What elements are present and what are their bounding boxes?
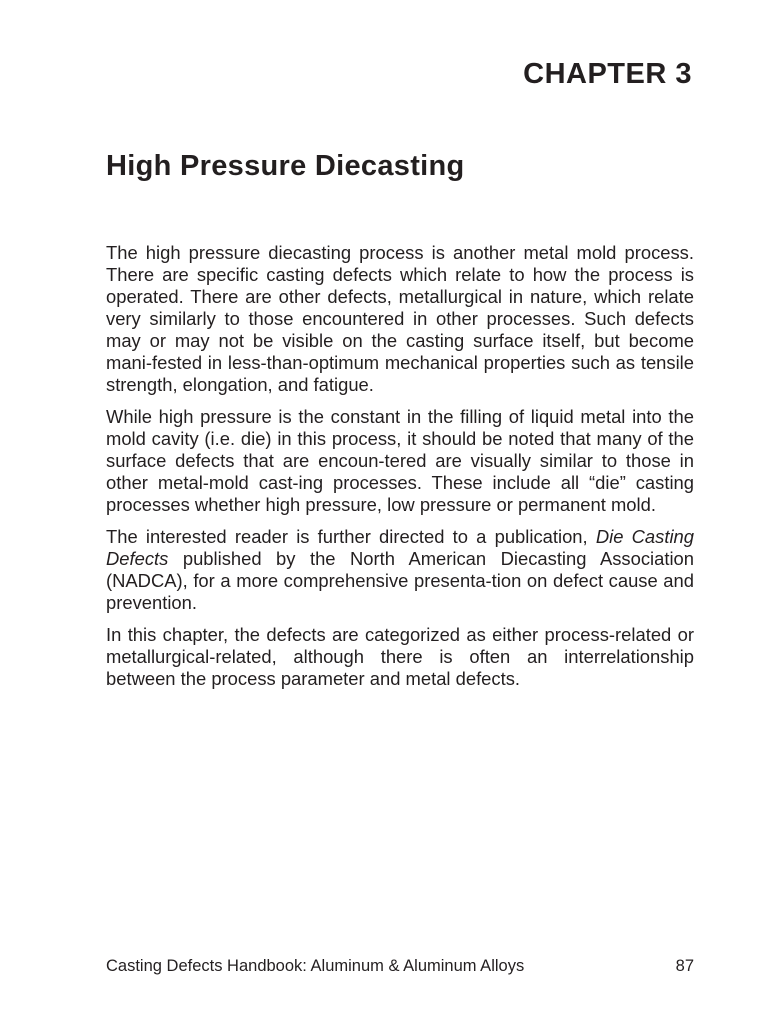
paragraph-4: In this chapter, the defects are categorized as either process-related or metallurgical-related, although there is often an interrelationship between the process parameter and metal defects. <box>106 624 694 689</box>
chapter-title: High Pressure Diecasting <box>106 150 465 182</box>
body-text <box>106 242 694 700</box>
paragraph-2: While high pressure is the constant in the filling of liquid metal into the mold cavity (i.e. die) in this process, it should be noted that many of the surface defects that are encoun-tered are visually similar to those in other metal-mold cast-ing processes. These include all “die” casting processes whether high pressure, low pressure or permanent mold. <box>106 406 694 515</box>
paragraph-1: The high pressure diecasting process is another metal mold process. There are specific casting defects which relate to how the process is operated. There are other defects, metallurgical in nature, which relate very similarly to those encountered in other processes. Such defects may or may not be visible on the casting surface itself, but become mani-fested in less-than-optimum mechanical properties such as tensile strength, elongation, and fatigue. <box>106 242 694 395</box>
publication-title: Die Casting Defects <box>106 526 694 569</box>
page-number: 87 <box>675 957 694 975</box>
paragraph-3-lead: The interested reader is further directed to a publication, <box>106 526 596 547</box>
chapter-label: CHAPTER 3 <box>523 58 692 90</box>
page-footer <box>106 956 694 976</box>
footer-book-title: Casting Defects Handbook: Aluminum & Aluminum Alloys <box>106 957 525 975</box>
paragraph-3-rest: published by the North American Diecasting Association (NADCA), for a more comprehensive presenta-tion on defect cause and prevention. <box>106 548 694 613</box>
paragraph-3 <box>106 526 694 614</box>
